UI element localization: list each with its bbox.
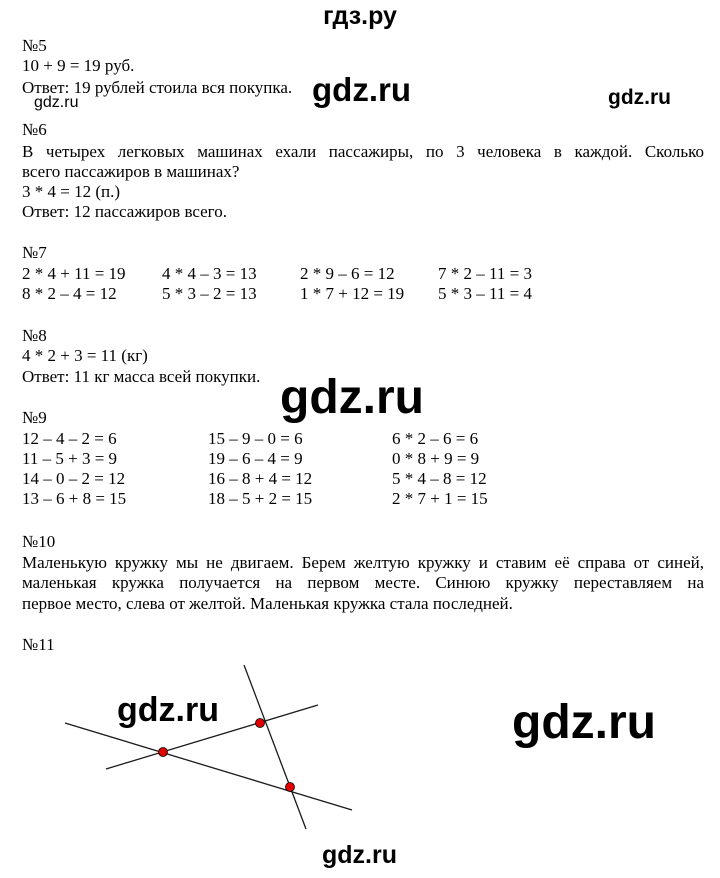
task9-r4-c3: 2 * 7 + 1 = 15 [392,489,488,508]
drawing-point-2 [256,719,265,728]
watermark-large-right: gdz.ru [512,696,656,749]
task10-line3: первое место, слева от желтой. Маленькая кружка стала последней. [22,594,513,613]
task9-r2-c2: 19 – 6 – 4 = 9 [208,449,303,468]
task9-r1-c3: 6 * 2 – 6 = 6 [392,429,479,448]
task10-number: №10 [22,532,56,551]
task9-r3-c3: 5 * 4 – 8 = 12 [392,469,487,488]
task6-problem-line1: В четырех легковых машинах ехали пассажиры, по 3 человека в каждой. Сколько [22,142,704,161]
task9-r4-c2: 18 – 5 + 2 = 15 [208,489,313,508]
task9-r1-c2: 15 – 9 – 0 = 6 [208,429,303,448]
task11-number: №11 [22,635,55,654]
task9-r2-c1: 11 – 5 + 3 = 9 [22,449,118,468]
drawing-point-3 [286,783,295,792]
task10-line1: Маленькую кружку мы не двигаем. Берем желтую кружку и ставим её справа от синей, [22,553,704,572]
task7-number: №7 [22,243,47,262]
drawing-point-1 [159,748,168,757]
task7-r1-c1: 2 * 4 + 11 = 19 [22,264,126,283]
task9-r3-c2: 16 – 8 + 4 = 12 [208,469,313,488]
task9-r2-c3: 0 * 8 + 9 = 9 [392,449,480,468]
watermark-large-center: gdz.ru [280,371,424,424]
task5-answer: Ответ: 19 рублей стоила вся покупка. [22,78,293,97]
task6-problem-line2: всего пассажиров в машинах? [22,162,240,181]
task9-r1-c1: 12 – 4 – 2 = 6 [22,429,117,448]
watermark-small: gdz.ru [34,94,79,111]
drawing-line-1 [65,723,352,810]
drawing-line-3 [244,665,306,829]
task7-r2-c2: 5 * 3 – 2 = 13 [162,284,257,303]
task7-r2-c1: 8 * 2 – 4 = 12 [22,284,117,303]
watermark-drawing: gdz.ru [117,691,219,729]
task7-r2-c4: 5 * 3 – 11 = 4 [438,284,532,303]
task9-r3-c1: 14 – 0 – 2 = 12 [22,469,126,488]
task8-answer: Ответ: 11 кг масса всей покупки. [22,367,261,386]
task5-solution: 10 + 9 = 19 руб. [22,56,135,75]
task6-answer: Ответ: 12 пассажиров всего. [22,202,227,221]
watermark-bottom: gdz.ru [322,841,397,869]
task7-r1-c2: 4 * 4 – 3 = 13 [162,264,257,283]
task7-r1-c3: 2 * 9 – 6 = 12 [300,264,395,283]
task6-number: №6 [22,120,47,139]
watermark-right-small: gdz.ru [608,86,671,109]
task6-solution: 3 * 4 = 12 (п.) [22,182,121,201]
task10-line2: маленькая кружка получается на первом месте. Синюю кружку переставляем на [22,573,704,592]
task5-number: №5 [22,36,47,55]
site-title: гдз.ру [323,2,397,30]
watermark-medium: gdz.ru [312,71,411,108]
task8-number: №8 [22,326,47,345]
task9-r4-c1: 13 – 6 + 8 = 15 [22,489,127,508]
task8-solution: 4 * 2 + 3 = 11 (кг) [22,346,148,365]
task7-r1-c4: 7 * 2 – 11 = 3 [438,264,532,283]
task7-r2-c3: 1 * 7 + 12 = 19 [300,284,405,303]
task9-number: №9 [22,408,47,427]
